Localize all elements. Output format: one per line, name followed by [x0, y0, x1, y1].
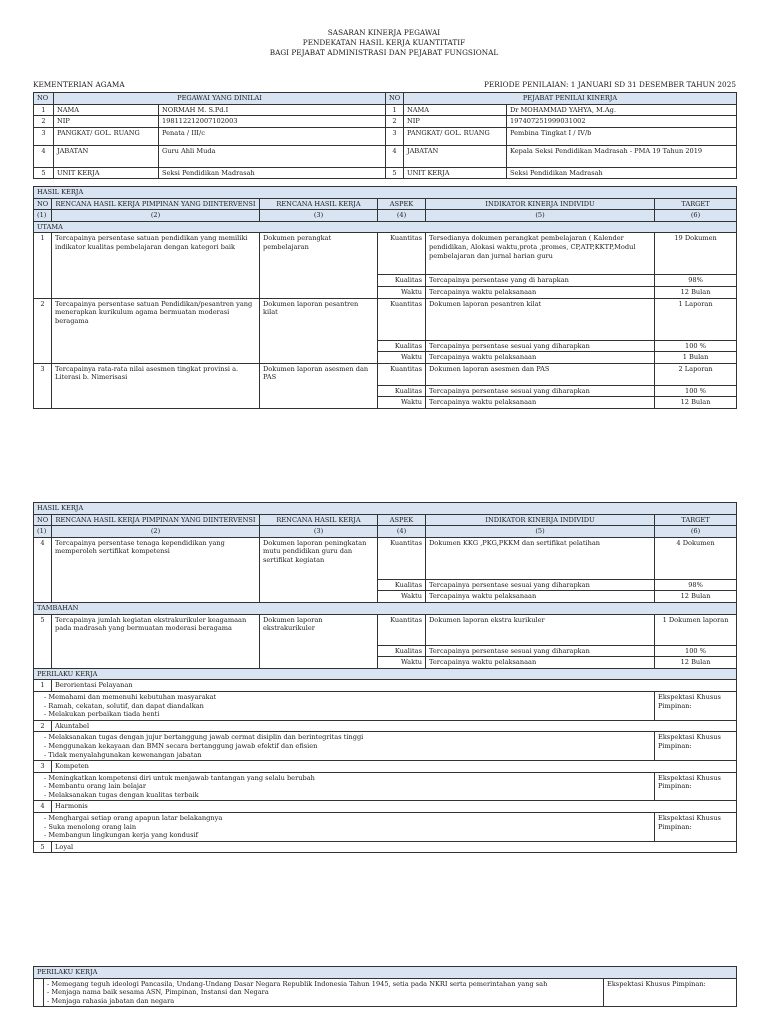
column-number: (1) [34, 210, 52, 222]
numbering-row [34, 526, 737, 538]
perilaku-points-row [34, 772, 737, 801]
indikator-cell: Tercapainya waktu pelaksanaan [426, 286, 655, 298]
indikator-header: INDIKATOR KINERJA INDIVIDU [426, 514, 655, 526]
indikator-cell: Tercapainya waktu pelaksanaan [426, 397, 655, 409]
row-no: 4 [386, 145, 404, 167]
row-no: 1 [34, 104, 54, 116]
pegawai-value: 198112212007102003 [159, 116, 386, 128]
row-no: 2 [34, 116, 54, 128]
rencana-hasil-kerja: Dokumen perangkat pembelajaran [260, 233, 378, 298]
pegawai-header: PEGAWAI YANG DINILAI [54, 93, 386, 105]
rencana-pimpinan: Tercapainya jumlah kegiatan ekstrakurikuler keagamaan pada madrasah yang bermuatan moderasi beragama [52, 614, 260, 668]
pejabat-value: Dr MOHAMMAD YAHYA, M.Ag. [507, 104, 737, 116]
field-label: UNIT KERJA [404, 167, 507, 179]
identity-header [34, 93, 737, 105]
target-cell: 100 % [655, 340, 737, 352]
aspek-cell: Kuantitas [378, 298, 426, 340]
perilaku-points: - Memegang teguh ideologi Pancasila, Undang-Undang Dasar Negara Republik Indonesia Tahun 1945, setia pada NKRI serta pemerintahan yang sah - Menjaga nama baik sesama ASN, Pimpinan, Instansi dan Negara - Menjaga rahasia jabatan dan negara [44, 978, 604, 1007]
column-number: (5) [426, 526, 655, 538]
perilaku-points-row [34, 691, 737, 720]
identity-row [34, 104, 737, 116]
no-header: NO [34, 198, 52, 210]
periode-penilaian: PERIODE PENILAIAN: 1 JANUARI SD 31 DESEMBER TAHUN 2025 [484, 80, 736, 89]
target-cell: 19 Dokumen [655, 233, 737, 275]
rencana-pimpinan: Tercapainya persentase satuan Pendidikan/pesantren yang menerapkan kurikulum agama bermuatan moderasi beragama [52, 298, 260, 363]
perilaku-no-blank [34, 978, 44, 1007]
indikator-cell: Tersedianya dokumen perangkat pembelajaran ( Kalender pendidikan, Alokasi waktu,prota ,promes, CP,ATP,KKTP,Modul pembelajaran dan jurnal harian guru [426, 233, 655, 275]
hasil-kerja-table-1 [33, 186, 737, 409]
rencana-header: RENCANA HASIL KERJA [260, 198, 378, 210]
rencana-pimpinan-header: RENCANA HASIL KERJA PIMPINAN YANG DIINTERVENSI [52, 198, 260, 210]
field-label: NAMA [54, 104, 159, 116]
column-number: (3) [260, 210, 378, 222]
column-number: (6) [655, 210, 737, 222]
aspek-cell: Kuantitas [378, 614, 426, 645]
perilaku-row [34, 680, 737, 692]
indikator-cell: Tercapainya waktu pelaksanaan [426, 591, 655, 603]
rencana-pimpinan: Tercapainya persentase satuan pendidikan yang memiliki indikator kualitas pembelajaran dengan kategori baik [52, 233, 260, 298]
aspek-cell: Waktu [378, 286, 426, 298]
utama-section-label: UTAMA [34, 221, 737, 233]
hasil-kerja-section [34, 187, 737, 199]
ekspektasi-pimpinan: Ekspektasi Khusus Pimpinan: [655, 732, 737, 761]
perilaku-name: Harmonis [52, 801, 737, 813]
pejabat-header: PEJABAT PENILAI KINERJA [404, 93, 737, 105]
indikator-cell: Tercapainya persentase sesuai yang diharapkan [426, 579, 655, 591]
aspek-cell: Waktu [378, 397, 426, 409]
hasil-kerja-row [34, 537, 737, 579]
pejabat-value: Seksi Pendidikan Madrasah [507, 167, 737, 179]
row-no: 4 [34, 145, 54, 167]
column-number: (5) [426, 210, 655, 222]
identity-row [34, 145, 737, 167]
pejabat-value: 197407251999031002 [507, 116, 737, 128]
pegawai-value: NORMAH M. S.Pd.I [159, 104, 386, 116]
pejabat-value: Kepala Seksi Pendidikan Madrasah - PMA 19 Tahun 2019 [507, 145, 737, 167]
perilaku-kerja-label: PERILAKU KERJA [34, 668, 737, 680]
target-cell: 12 Bulan [655, 286, 737, 298]
perilaku-kerja-table-2 [33, 966, 737, 1007]
aspek-cell: Kuantitas [378, 363, 426, 385]
field-label: UNIT KERJA [54, 167, 159, 179]
rencana-header: RENCANA HASIL KERJA [260, 514, 378, 526]
target-header: TARGET [655, 198, 737, 210]
identity-row [34, 127, 737, 145]
indikator-cell: Dokumen laporan pesantren kilat [426, 298, 655, 340]
column-number: (2) [52, 210, 260, 222]
column-number: (2) [52, 526, 260, 538]
row-no: 1 [386, 104, 404, 116]
aspek-cell: Kualitas [378, 340, 426, 352]
field-label: PANGKAT/ GOL. RUANG [404, 127, 507, 145]
perilaku-points-row [34, 978, 737, 1007]
rencana-pimpinan: Tercapainya rata-rata nilai asesmen tingkat provinsi a. Literasi b. Nimerisasi [52, 363, 260, 408]
perilaku-points-row [34, 813, 737, 842]
rencana-hasil-kerja: Dokumen laporan asesmen dan PAS [260, 363, 378, 408]
indikator-cell: Tercapainya waktu pelaksanaan [426, 657, 655, 669]
perilaku-points-row [34, 732, 737, 761]
aspek-cell: Kualitas [378, 385, 426, 397]
perilaku-points: - Memahami dan memenuhi kebutuhan masyarakat - Ramah, cekatan, solutif, dan dapat diandalkan - Melakukan perbaikan tiada henti [34, 691, 655, 720]
hasil-kerja-row [34, 233, 737, 275]
indikator-cell: Tercapainya waktu pelaksanaan [426, 352, 655, 364]
row-no: 5 [386, 167, 404, 179]
ekspektasi-pimpinan: Ekspektasi Khusus Pimpinan: [655, 772, 737, 801]
target-cell: 12 Bulan [655, 591, 737, 603]
perilaku-row [34, 761, 737, 773]
perilaku-points: - Menghargai setiap orang apapun latar belakangnya - Suka menolong orang lain - Membangun lingkungan kerja yang kondusif [34, 813, 655, 842]
hasil-kerja-row [34, 363, 737, 385]
rencana-pimpinan: Tercapainya persentase tenaga kependidikan yang memperoleh sertifikat kompetensi [52, 537, 260, 602]
perilaku-row [34, 720, 737, 732]
column-number: (1) [34, 526, 52, 538]
indikator-cell: Tercapainya persentase yang di harapkan [426, 275, 655, 287]
target-cell: 98% [655, 579, 737, 591]
tambahan-section-label: TAMBAHAN [34, 602, 737, 614]
hasil-kerja-table-2 [33, 502, 737, 853]
ekspektasi-pimpinan: Ekspektasi Khusus Pimpinan: [655, 813, 737, 842]
hasil-kerja-row [34, 614, 737, 645]
aspek-cell: Kualitas [378, 275, 426, 287]
identity-row [34, 116, 737, 128]
perilaku-points: - Meningkatkan kompetensi diri untuk menjawab tantangan yang selalu berubah - Membantu orang lain belajar - Melaksanakan tugas dengan kualitas terbaik [34, 772, 655, 801]
no-header: NO [34, 93, 54, 105]
aspek-cell: Kualitas [378, 645, 426, 657]
perilaku-no: 3 [34, 761, 52, 773]
instansi: KEMENTERIAN AGAMA [33, 80, 125, 89]
numbering-row [34, 210, 737, 222]
row-no: 3 [34, 127, 54, 145]
target-cell: 98% [655, 275, 737, 287]
field-label: NAMA [404, 104, 507, 116]
row-no: 2 [386, 116, 404, 128]
perilaku-kerja-label: PERILAKU KERJA [34, 967, 737, 979]
tambahan-section [34, 602, 737, 614]
target-cell: 12 Bulan [655, 657, 737, 669]
indikator-cell: Dokumen laporan ekstra kurikuler [426, 614, 655, 645]
doc-title-line2: PENDEKATAN HASIL KERJA KUANTITATIF [302, 38, 466, 47]
target-cell: 100 % [655, 645, 737, 657]
perilaku-kerja-section [34, 967, 737, 979]
hasil-kerja-section-label: HASIL KERJA [34, 187, 737, 199]
no-header: NO [386, 93, 404, 105]
perilaku-kerja-section [34, 668, 737, 680]
column-number: (6) [655, 526, 737, 538]
perilaku-name: Berorientasi Pelayanan [52, 680, 737, 692]
rencana-hasil-kerja: Dokumen laporan ekstrakurikuler [260, 614, 378, 668]
item-no: 4 [34, 537, 52, 602]
indikator-cell: Tercapainya persentase sesuai yang diharapkan [426, 385, 655, 397]
meta-line [33, 80, 736, 89]
indikator-cell: Dokumen laporan asesmen dan PAS [426, 363, 655, 385]
perilaku-name: Akuntabel [52, 720, 737, 732]
hasil-kerja-section [34, 503, 737, 515]
no-header: NO [34, 514, 52, 526]
perilaku-no: 2 [34, 720, 52, 732]
target-header: TARGET [655, 514, 737, 526]
aspek-cell: Kuantitas [378, 537, 426, 579]
item-no: 5 [34, 614, 52, 668]
target-cell: 2 Laporan [655, 363, 737, 385]
indikator-header: INDIKATOR KINERJA INDIVIDU [426, 198, 655, 210]
doc-title-line1: SASARAN KINERJA PEGAWAI [327, 28, 441, 37]
aspek-cell: Kualitas [378, 579, 426, 591]
field-label: JABATAN [404, 145, 507, 167]
target-cell: 12 Bulan [655, 397, 737, 409]
hasil-kerja-header [34, 514, 737, 526]
field-label: PANGKAT/ GOL. RUANG [54, 127, 159, 145]
utama-section [34, 221, 737, 233]
rencana-hasil-kerja: Dokumen laporan peningkatan mutu pendidikan guru dan sertifikat kegiatan [260, 537, 378, 602]
perilaku-no: 4 [34, 801, 52, 813]
aspek-header: ASPEK [378, 198, 426, 210]
perilaku-name: Loyal [52, 841, 737, 853]
pegawai-value: Guru Ahli Muda [159, 145, 386, 167]
field-label: NIP [404, 116, 507, 128]
row-no: 5 [34, 167, 54, 179]
item-no: 3 [34, 363, 52, 408]
pegawai-value: Penata / III/c [159, 127, 386, 145]
column-number: (3) [260, 526, 378, 538]
perilaku-name: Kompeten [52, 761, 737, 773]
ekspektasi-pimpinan: Ekspektasi Khusus Pimpinan: [604, 978, 737, 1007]
target-cell: 1 Bulan [655, 352, 737, 364]
field-label: JABATAN [54, 145, 159, 167]
doc-title-line3: BAGI PEJABAT ADMINISTRASI DAN PEJABAT FUNGSIONAL [269, 48, 499, 57]
target-cell: 1 Dokumen laporan [655, 614, 737, 645]
pegawai-value: Seksi Pendidikan Madrasah [159, 167, 386, 179]
perilaku-row [34, 801, 737, 813]
hasil-kerja-row [34, 298, 737, 340]
field-label: NIP [54, 116, 159, 128]
perilaku-no: 1 [34, 680, 52, 692]
ekspektasi-pimpinan: Ekspektasi Khusus Pimpinan: [655, 691, 737, 720]
aspek-cell: Waktu [378, 657, 426, 669]
indikator-cell: Tercapainya persentase sesuai yang diharapkan [426, 645, 655, 657]
perilaku-row [34, 841, 737, 853]
aspek-header: ASPEK [378, 514, 426, 526]
indikator-cell: Dokumen KKG ,PKG,PKKM dan sertifikat pelatihan [426, 537, 655, 579]
aspek-cell: Waktu [378, 591, 426, 603]
target-cell: 100 % [655, 385, 737, 397]
perilaku-no: 5 [34, 841, 52, 853]
rencana-pimpinan-header: RENCANA HASIL KERJA PIMPINAN YANG DIINTERVENSI [52, 514, 260, 526]
identity-table [33, 92, 737, 179]
column-number: (4) [378, 526, 426, 538]
item-no: 1 [34, 233, 52, 298]
aspek-cell: Kuantitas [378, 233, 426, 275]
identity-row [34, 167, 737, 179]
aspek-cell: Waktu [378, 352, 426, 364]
rencana-hasil-kerja: Dokumen laporan pesantren kilat [260, 298, 378, 363]
indikator-cell: Tercapainya persentase sesuai yang diharapkan [426, 340, 655, 352]
target-cell: 4 Dokumen [655, 537, 737, 579]
item-no: 2 [34, 298, 52, 363]
hasil-kerja-section-label: HASIL KERJA [34, 503, 737, 515]
pejabat-value: Pembina Tingkat I / IV/b [507, 127, 737, 145]
target-cell: 1 Laporan [655, 298, 737, 340]
hasil-kerja-header [34, 198, 737, 210]
column-number: (4) [378, 210, 426, 222]
perilaku-points: - Melaksanakan tugas dengan jujur bertanggung jawab cermat disiplin dan berintegritas tinggi - Menggunakan kekayaan dan BMN secara bertanggung jawab efektif dan efisien - Tidak menyalahgunakan kewenangan jabatan [34, 732, 655, 761]
row-no: 3 [386, 127, 404, 145]
